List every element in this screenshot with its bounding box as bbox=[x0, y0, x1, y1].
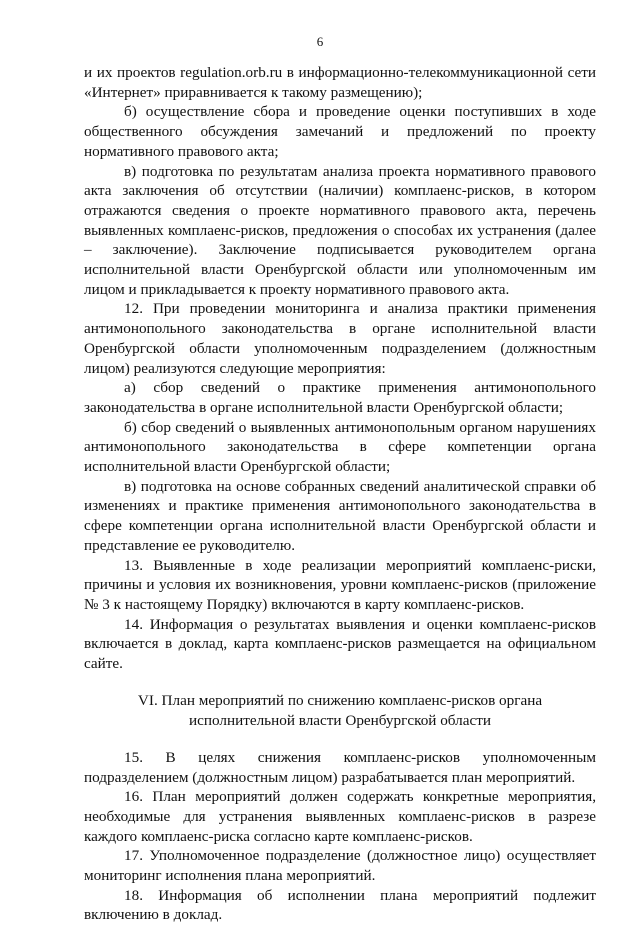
section-heading-line-1: VI. План мероприятий по снижению комплаенс-рисков органа bbox=[137, 691, 543, 709]
page-number: 6 bbox=[316, 34, 324, 49]
paragraph-item-b: б) осуществление сбора и проведение оценки поступивших в ходе общественного обсуждения замечаний и предложений по проекту нормативного правового акта; bbox=[84, 103, 596, 160]
paragraph-13: 13. Выявленные в ходе реализации мероприятий комплаенс-риски, причины и условия их возникновения, уровни комплаенс-рисков (приложение № 3 к настоящему Порядку) включаются в карту комплаенс-рисков. bbox=[84, 556, 596, 613]
paragraph-14: 14. Информация о результатах выявления и оценки комплаенс-рисков включается в доклад, карта комплаенс-рисков размещается на официальном сайте. bbox=[84, 615, 596, 673]
paragraph-12: 12. При проведении мониторинга и анализа практики применения антимонопольного законодательства в органе исполнительной власти Оренбургской области уполномоченным подразделением (должностным лицом) реализуются следующие мероприятия: bbox=[84, 300, 596, 377]
document-body bbox=[84, 63, 596, 925]
paragraph-12-b: б) сбор сведений о выявленных антимонопольным органом нарушениях антимонопольного законодательства в сфере компетенции органа исполнительной власти Оренбургской области; bbox=[84, 418, 596, 476]
paragraph-17: 17. Уполномоченное подразделение (должностное лицо) осуществляет мониторинг исполнения плана мероприятий. bbox=[84, 847, 596, 885]
paragraph-18: 18. Информация об исполнении плана мероприятий подлежит включению в доклад. bbox=[84, 886, 596, 924]
paragraph-item-v: в) подготовка по результатам анализа проекта нормативного правового акта заключения об отсутствии (наличии) комплаенс-рисков, в котором отражаются сведения о проекте нормативного правового акта, перечень выявленных комплаенс-рисков, предложения о способах их устранения (далее – заключение). Заключение подписывается руководителем органа исполнительной власти Оренбургской области или уполномоченным им лицом и прикладывается к проекту нормативного правового акта. bbox=[84, 162, 596, 298]
paragraph-15: 15. В целях снижения комплаенс-рисков уполномоченным подразделением (должностным лицом) разрабатывается план мероприятий. bbox=[84, 748, 596, 786]
paragraph-12-v: в) подготовка на основе собранных сведений аналитической справки об изменениях и практике применения антимонопольного законодательства в сфере компетенции органа исполнительной власти Оренбургской области и представление ее руководителю. bbox=[84, 477, 596, 554]
paragraph-12-a: а) сбор сведений о практике применения антимонопольного законодательства в органе исполнительной власти Оренбургской области; bbox=[84, 379, 596, 416]
paragraph-continuation: и их проектов regulation.orb.ru в информационно-телекоммуникационной сети «Интернет» приравнивается к такому размещению); bbox=[84, 64, 596, 101]
paragraph-16: 16. План мероприятий должен содержать конкретные мероприятия, необходимые для устранения выявленных комплаенс-рисков в разрезе каждого комплаенс-риска согласно карте комплаенс-рисков. bbox=[84, 788, 596, 845]
section-heading bbox=[84, 691, 596, 731]
section-heading-line-2: исполнительной власти Оренбургской области bbox=[189, 711, 491, 729]
